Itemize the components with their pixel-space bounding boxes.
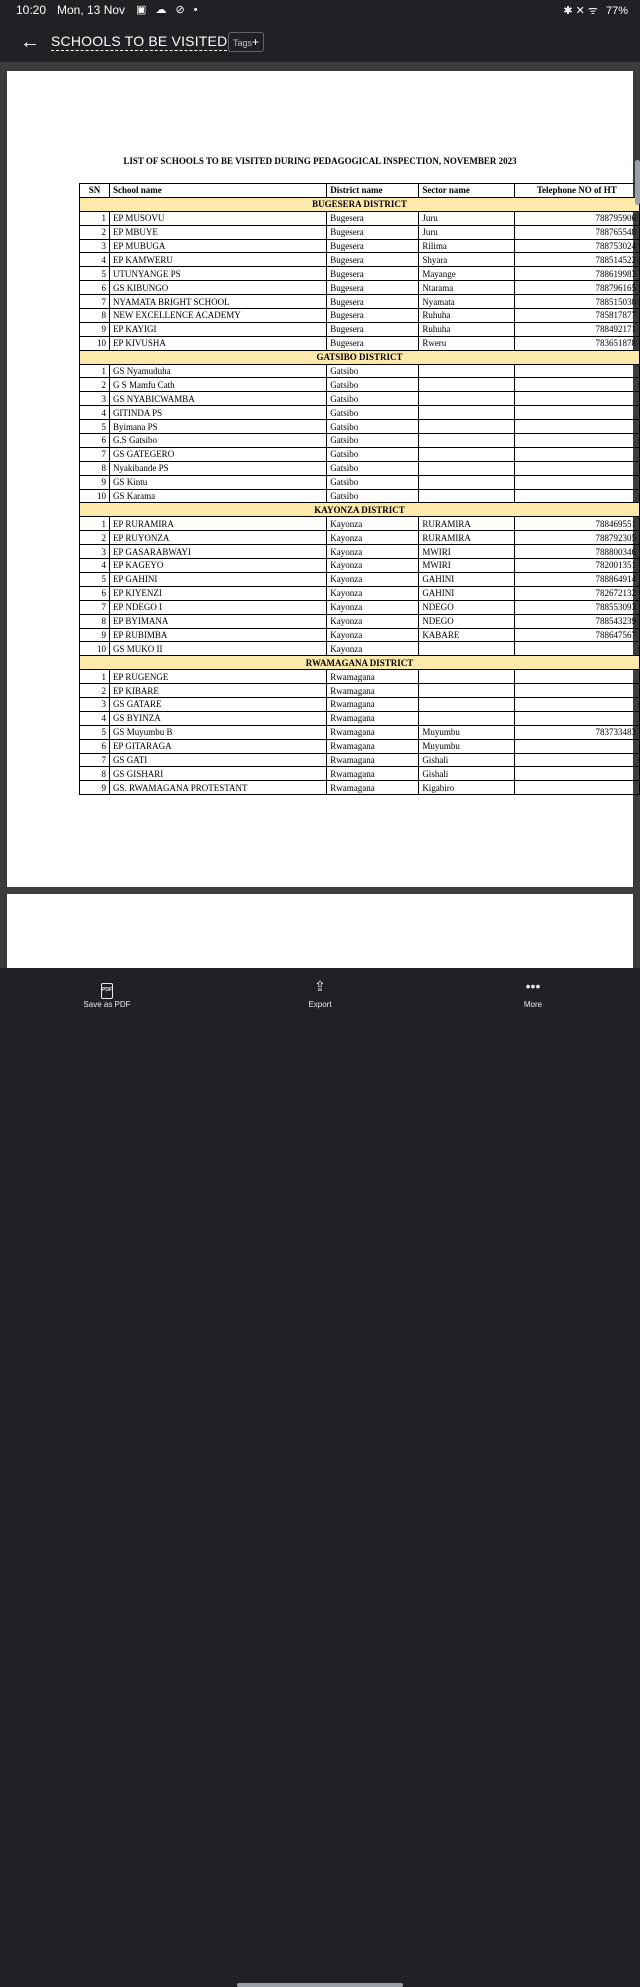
cell-district-name: Rwamagana (327, 697, 419, 711)
table-row (80, 739, 640, 753)
table-row (80, 420, 640, 434)
cell-sn: 5 (80, 725, 110, 739)
cell-telephone (514, 767, 639, 781)
cell-telephone (514, 392, 639, 406)
header-school: School name (109, 184, 326, 198)
cell-telephone: 788796165 (514, 281, 639, 295)
table-row (80, 781, 640, 795)
cell-district-name: Rwamagana (327, 767, 419, 781)
cell-district-name: Rwamagana (327, 684, 419, 698)
document-page-2 (7, 894, 633, 968)
cell-sector-name: Gishali (419, 767, 514, 781)
cell-school-name: UTUNYANGE PS (109, 267, 326, 281)
cell-sector-name: RURAMIRA (419, 531, 514, 545)
cell-sector-name: KABARE (419, 628, 514, 642)
cell-school-name: G.S Gatsibo (109, 434, 326, 448)
cell-telephone: 788543239 (514, 614, 639, 628)
cell-school-name: EP GAHINI (109, 572, 326, 586)
cell-school-name: EP NDEGO I (109, 600, 326, 614)
cell-school-name: Nyakibande PS (109, 461, 326, 475)
table-row (80, 489, 640, 503)
table-row (80, 461, 640, 475)
district-name: BUGESERA DISTRICT (80, 197, 640, 211)
cell-sector-name: Ruhuha (419, 309, 514, 323)
cell-district-name: Bugesera (327, 267, 419, 281)
cell-sn: 5 (80, 267, 110, 281)
cell-telephone: 788619983 (514, 267, 639, 281)
table-row (80, 670, 640, 684)
table-row (80, 322, 640, 336)
cell-sector-name: GAHINI (419, 586, 514, 600)
district-name: KAYONZA DISTRICT (80, 503, 640, 517)
cell-telephone: 788469551 (514, 517, 639, 531)
cell-school-name: GS GATEGERO (109, 447, 326, 461)
cell-district-name: Kayonza (327, 517, 419, 531)
cell-telephone: 782001351 (514, 559, 639, 573)
cell-district-name: Bugesera (327, 211, 419, 225)
share-icon: ⇪ (314, 978, 326, 994)
cell-district-name: Kayonza (327, 586, 419, 600)
document-title[interactable]: SCHOOLS TO BE VISITED (51, 33, 228, 49)
cell-school-name: GS Karama (109, 489, 326, 503)
cell-school-name: GS GISHARI (109, 767, 326, 781)
scrollbar-thumb[interactable] (635, 160, 640, 205)
cell-sn: 6 (80, 739, 110, 753)
cell-sector-name: Juru (419, 225, 514, 239)
cell-sector-name: GAHINI (419, 572, 514, 586)
cell-sn: 7 (80, 753, 110, 767)
tags-button[interactable] (228, 32, 264, 52)
cell-school-name: GS Nyamuduha (109, 364, 326, 378)
app-header (0, 22, 640, 62)
table-row (80, 211, 640, 225)
cell-telephone: 788647567 (514, 628, 639, 642)
cell-sn: 4 (80, 406, 110, 420)
cell-district-name: Gatsibo (327, 364, 419, 378)
table-row (80, 295, 640, 309)
table-row (80, 545, 640, 559)
cell-district-name: Rwamagana (327, 781, 419, 795)
cell-school-name: EP KIBARE (109, 684, 326, 698)
cell-sector-name (419, 475, 514, 489)
cell-sector-name (419, 711, 514, 725)
cell-telephone: 788800346 (514, 545, 639, 559)
cell-sn: 1 (80, 211, 110, 225)
cell-district-name: Gatsibo (327, 475, 419, 489)
cell-sn: 9 (80, 322, 110, 336)
cell-sn: 2 (80, 378, 110, 392)
cell-district-name: Bugesera (327, 295, 419, 309)
district-header-row (80, 503, 640, 517)
cell-sector-name (419, 642, 514, 656)
cell-sn: 5 (80, 572, 110, 586)
cell-district-name: Rwamagana (327, 739, 419, 753)
table-row (80, 281, 640, 295)
cell-school-name: GS BYINZA (109, 711, 326, 725)
cell-school-name: EP RUYONZA (109, 531, 326, 545)
cell-telephone: 783651878 (514, 336, 639, 350)
document-page (7, 71, 636, 887)
table-row (80, 684, 640, 698)
table-row (80, 447, 640, 461)
cell-telephone (514, 406, 639, 420)
cell-telephone: 788792305 (514, 531, 639, 545)
cell-sn: 10 (80, 489, 110, 503)
cell-district-name: Rwamagana (327, 670, 419, 684)
cell-sn: 7 (80, 600, 110, 614)
more-icon: ••• (525, 978, 541, 994)
table-row (80, 517, 640, 531)
cell-district-name: Kayonza (327, 572, 419, 586)
cell-sn: 9 (80, 781, 110, 795)
cell-sector-name (419, 378, 514, 392)
cell-school-name: G S Mamfu Cath (109, 378, 326, 392)
cell-sector-name: Rweru (419, 336, 514, 350)
cell-district-name: Bugesera (327, 281, 419, 295)
schools-table (79, 183, 640, 795)
cell-telephone (514, 711, 639, 725)
cell-telephone (514, 378, 639, 392)
document-viewer[interactable] (0, 62, 640, 968)
table-row (80, 767, 640, 781)
cell-telephone (514, 670, 639, 684)
cell-school-name: GS Kintu (109, 475, 326, 489)
cell-sn: 4 (80, 711, 110, 725)
status-bar (0, 0, 640, 22)
cell-district-name: Bugesera (327, 225, 419, 239)
cell-sector-name: Ruhuha (419, 322, 514, 336)
cell-district-name: Gatsibo (327, 420, 419, 434)
document-heading: LIST OF SCHOOLS TO BE VISITED DURING PEDAGOGICAL INSPECTION, NOVEMBER 2023 (123, 156, 517, 166)
cell-telephone: 788515030 (514, 295, 639, 309)
table-row (80, 336, 640, 350)
cell-sn: 8 (80, 309, 110, 323)
table-row (80, 753, 640, 767)
cell-sn: 3 (80, 697, 110, 711)
tags-label: Tags (233, 38, 253, 48)
cell-telephone (514, 739, 639, 753)
table-row (80, 253, 640, 267)
cell-sn: 7 (80, 447, 110, 461)
cell-sn: 2 (80, 684, 110, 698)
table-row (80, 309, 640, 323)
cell-sector-name: Rilima (419, 239, 514, 253)
cell-district-name: Rwamagana (327, 753, 419, 767)
district-name: GATSIBO DISTRICT (80, 350, 640, 364)
table-row (80, 531, 640, 545)
cell-sn: 1 (80, 364, 110, 378)
cell-sector-name (419, 420, 514, 434)
cell-school-name: NEW EXCELLENCE ACADEMY (109, 309, 326, 323)
cell-sector-name: MWIRI (419, 545, 514, 559)
cell-sn: 3 (80, 545, 110, 559)
cell-sn: 1 (80, 517, 110, 531)
cell-telephone (514, 684, 639, 698)
table-row (80, 586, 640, 600)
cell-telephone: 788864914 (514, 572, 639, 586)
table-row (80, 614, 640, 628)
cell-telephone: 788795906 (514, 211, 639, 225)
more-label: More (523, 1000, 543, 1009)
cell-district-name: Kayonza (327, 642, 419, 656)
table-row (80, 628, 640, 642)
cell-district-name: Kayonza (327, 531, 419, 545)
cell-school-name: EP KAGEYO (109, 559, 326, 573)
cell-district-name: Gatsibo (327, 447, 419, 461)
cell-sector-name: Kigabiro (419, 781, 514, 795)
cell-district-name: Kayonza (327, 628, 419, 642)
cell-sn: 9 (80, 628, 110, 642)
more-button[interactable] (483, 976, 583, 1009)
cell-telephone (514, 447, 639, 461)
district-header-row (80, 197, 640, 211)
cell-sector-name (419, 697, 514, 711)
district-name: RWAMAGANA DISTRICT (80, 656, 640, 670)
cell-telephone: 788553093 (514, 600, 639, 614)
cell-district-name: Gatsibo (327, 461, 419, 475)
notification-icons: ▣ ☁ ⊘ • (136, 4, 201, 16)
cell-telephone (514, 781, 639, 795)
cell-sector-name (419, 434, 514, 448)
cell-school-name: NYAMATA BRIGHT SCHOOL (109, 295, 326, 309)
cell-sector-name: Shyara (419, 253, 514, 267)
cell-school-name: GS KIBUNGO (109, 281, 326, 295)
cell-telephone: 788514522 (514, 253, 639, 267)
cell-sn: 1 (80, 670, 110, 684)
cell-sector-name: Muyumbu (419, 725, 514, 739)
cell-district-name: Rwamagana (327, 711, 419, 725)
cell-telephone: 783733483 (514, 725, 639, 739)
cell-sn: 10 (80, 336, 110, 350)
cell-sector-name: Juru (419, 211, 514, 225)
cell-sector-name (419, 684, 514, 698)
cell-sector-name: Muyumbu (419, 739, 514, 753)
cell-school-name: EP GASARABWAYI (109, 545, 326, 559)
cell-telephone: 785817877 (514, 309, 639, 323)
cell-district-name: Bugesera (327, 322, 419, 336)
cell-district-name: Gatsibo (327, 489, 419, 503)
export-label: Export (308, 1000, 332, 1009)
cell-sector-name (419, 447, 514, 461)
cell-school-name: GS Muyumbu B (109, 725, 326, 739)
cell-school-name: GS. RWAMAGANA PROTESTANT (109, 781, 326, 795)
cell-sector-name (419, 489, 514, 503)
table-row (80, 225, 640, 239)
cell-sector-name: NDEGO (419, 600, 514, 614)
cell-district-name: Bugesera (327, 309, 419, 323)
table-row (80, 711, 640, 725)
cell-district-name: Kayonza (327, 600, 419, 614)
cell-school-name: EP KIVUSHA (109, 336, 326, 350)
cell-school-name: EP RURAMIRA (109, 517, 326, 531)
cell-district-name: Kayonza (327, 545, 419, 559)
cell-telephone (514, 461, 639, 475)
cell-sn: 8 (80, 461, 110, 475)
cell-school-name: GS NYABICWAMBA (109, 392, 326, 406)
table-row (80, 267, 640, 281)
cell-district-name: Bugesera (327, 239, 419, 253)
table-row (80, 434, 640, 448)
export-button[interactable] (270, 976, 370, 1009)
cell-telephone: 788753024 (514, 239, 639, 253)
cell-sector-name (419, 670, 514, 684)
cell-district-name: Gatsibo (327, 406, 419, 420)
cell-telephone (514, 475, 639, 489)
cell-sn: 3 (80, 392, 110, 406)
table-row (80, 642, 640, 656)
cell-school-name: EP KIYENZI (109, 586, 326, 600)
cell-school-name: Byimana PS (109, 420, 326, 434)
status-time: 10:20 (16, 3, 47, 17)
cell-sn: 8 (80, 614, 110, 628)
cell-sn: 4 (80, 253, 110, 267)
cell-sn: 9 (80, 475, 110, 489)
cell-school-name: EP RUBIMBA (109, 628, 326, 642)
cell-district-name: Kayonza (327, 614, 419, 628)
cell-sn: 4 (80, 559, 110, 573)
cell-telephone (514, 642, 639, 656)
system-icons: ✱ ✕ ᯤ (563, 5, 598, 17)
save-as-pdf-label: Save as PDF (83, 1000, 131, 1009)
header-sn: SN (80, 184, 110, 198)
cell-district-name: Rwamagana (327, 725, 419, 739)
table-row (80, 239, 640, 253)
table-row (80, 697, 640, 711)
cell-district-name: Gatsibo (327, 378, 419, 392)
cell-sector-name: Gishali (419, 753, 514, 767)
cell-sn: 6 (80, 434, 110, 448)
cell-sector-name: Mayange (419, 267, 514, 281)
cell-school-name: GS GATARE (109, 697, 326, 711)
cell-school-name: EP KAMWERU (109, 253, 326, 267)
cell-sn: 8 (80, 767, 110, 781)
cell-district-name: Kayonza (327, 559, 419, 573)
cell-sn: 2 (80, 225, 110, 239)
table-body (80, 197, 640, 794)
cell-telephone (514, 753, 639, 767)
cell-school-name: EP BYIMANA (109, 614, 326, 628)
status-right (558, 3, 628, 18)
cell-telephone (514, 697, 639, 711)
table-row (80, 392, 640, 406)
cell-sn: 7 (80, 295, 110, 309)
cell-sector-name (419, 406, 514, 420)
table-row (80, 600, 640, 614)
table-row (80, 406, 640, 420)
cell-sn: 2 (80, 531, 110, 545)
cell-school-name: GS GATI (109, 753, 326, 767)
cell-school-name: EP MUBUGA (109, 239, 326, 253)
cell-telephone (514, 489, 639, 503)
cell-district-name: Gatsibo (327, 392, 419, 406)
pdf-icon: PDF (101, 983, 113, 999)
cell-school-name: GS MUKO II (109, 642, 326, 656)
cell-telephone: 788492171 (514, 322, 639, 336)
cell-school-name: EP KAYIGI (109, 322, 326, 336)
district-header-row (80, 350, 640, 364)
table-row (80, 559, 640, 573)
cell-sn: 3 (80, 239, 110, 253)
table-header-row (80, 184, 640, 198)
cell-sector-name: RURAMIRA (419, 517, 514, 531)
header-district: District name (327, 184, 419, 198)
district-header-row (80, 656, 640, 670)
cell-district-name: Bugesera (327, 336, 419, 350)
table-row (80, 364, 640, 378)
cell-telephone: 788765548 (514, 225, 639, 239)
plus-icon: + (252, 35, 260, 49)
table-row (80, 475, 640, 489)
cell-sector-name (419, 364, 514, 378)
cell-sn: 6 (80, 586, 110, 600)
table-row (80, 725, 640, 739)
bottom-toolbar (0, 968, 640, 1024)
cell-telephone (514, 434, 639, 448)
cell-school-name: GITINDA PS (109, 406, 326, 420)
cell-district-name: Gatsibo (327, 434, 419, 448)
battery-level: 77% (605, 5, 628, 17)
cell-sector-name (419, 392, 514, 406)
cell-telephone (514, 420, 639, 434)
cell-school-name: EP MUSOVU (109, 211, 326, 225)
cell-sector-name: Ntarama (419, 281, 514, 295)
header-telephone: Telephone NO of HT (514, 184, 639, 198)
cell-school-name: EP RUGENGE (109, 670, 326, 684)
cell-sector-name: Nyamata (419, 295, 514, 309)
gesture-bar (237, 1983, 403, 1987)
table-row (80, 378, 640, 392)
cell-sn: 5 (80, 420, 110, 434)
cell-sector-name (419, 461, 514, 475)
cell-school-name: EP GITARAGA (109, 739, 326, 753)
back-arrow-icon[interactable]: ← (20, 31, 40, 53)
cell-sector-name: MWIRI (419, 559, 514, 573)
cell-sn: 6 (80, 281, 110, 295)
table-row (80, 572, 640, 586)
cell-sn: 10 (80, 642, 110, 656)
cell-district-name: Bugesera (327, 253, 419, 267)
cell-telephone: 782672132 (514, 586, 639, 600)
header-sector: Sector name (419, 184, 514, 198)
cell-telephone (514, 364, 639, 378)
save-as-pdf-button[interactable] (57, 976, 157, 1009)
status-date: Mon, 13 Nov (57, 3, 126, 17)
cell-school-name: EP MBUYE (109, 225, 326, 239)
cell-sector-name: NDEGO (419, 614, 514, 628)
